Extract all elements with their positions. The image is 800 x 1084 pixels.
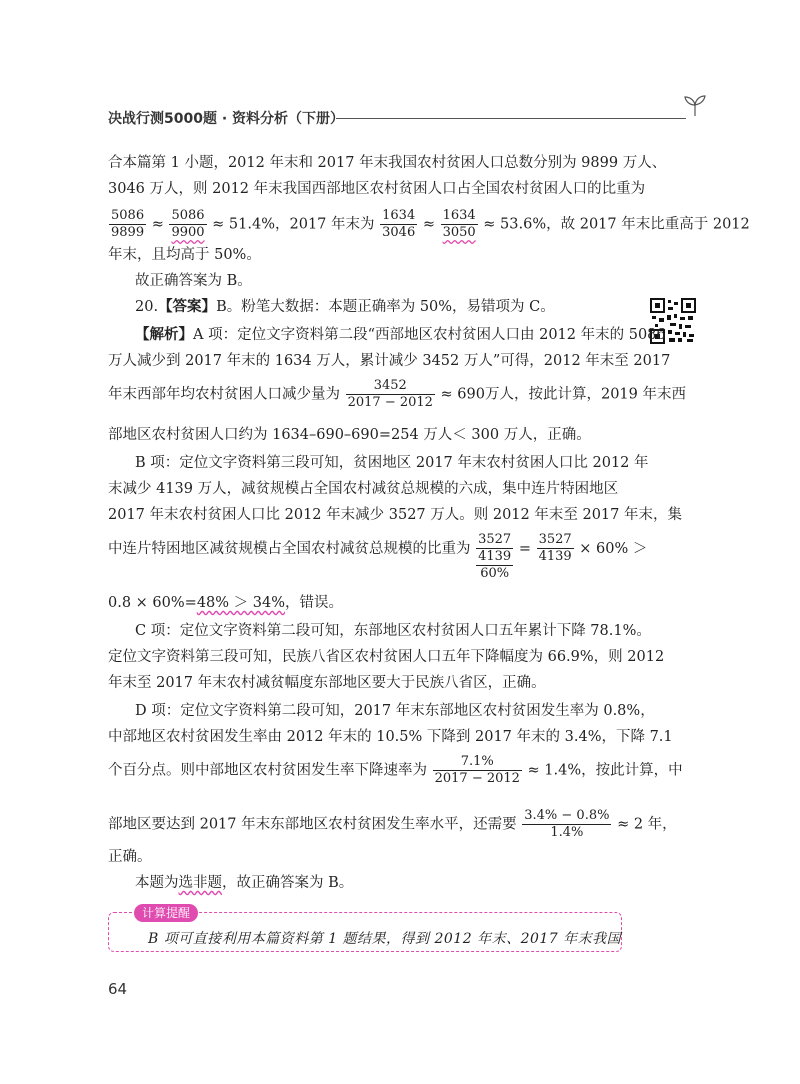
text-line: 年末，且均高于 50%。	[108, 247, 261, 263]
fraction: $\frac{1634}{3050}$	[442, 208, 476, 240]
book-title: 决战行测5000题 · 资料分析（下册）	[108, 111, 345, 127]
page-number: 64	[108, 980, 128, 998]
fraction: $\frac{3527}{4139}$	[538, 532, 572, 564]
text-line: 故正确答案为 B。	[135, 273, 252, 289]
text-line: 3046 万人，则 2012 年末我国西部地区农村贫困人口占全国农村贫困人口的比重为	[108, 181, 646, 197]
page-header	[108, 104, 708, 134]
formula-line: 部地区要达到 2017 年末东部地区农村贫困发生率水平，还需要 $\frac{3.4\% - 0.8\%}{1.4\%}$ ≈ 2 年，	[108, 808, 677, 840]
text-line: 2017 年末农村贫困人口比 2012 年末减少 3527 万人。则 2012 年末至 2017 年末，集	[108, 507, 682, 523]
fraction: $\frac{1634}{3046}$	[382, 208, 416, 240]
formula-line: $\frac{5086}{9899}$ ≈ $\frac{5086}{9900}$ ≈ 51.4%，2017 年末为 $\frac{1634}{3046}$ ≈ $\frac{1634}{3050}$ ≈ 53.6%，故 2017 年末比重高于 2012	[111, 208, 750, 240]
text-line: 万人减少到 2017 年末的 1634 万人，累计减少 3452 万人”可得，2012 年末至 2017	[108, 353, 671, 369]
header-rule	[336, 118, 686, 119]
text-line: 0.8 × 60%=48% ＞ 34%，错误。	[108, 595, 343, 611]
text-line: 合本篇第 1 小题，2012 年末和 2017 年末我国农村贫困人口总数分别为 9899 万人、	[108, 155, 667, 171]
text-line: 中部地区农村贫困发生率由 2012 年末的 10.5% 下降到 2017 年末的 3.4%，下降 7.1	[108, 729, 673, 745]
text-line: 定位文字资料第三段可知，民族八省区农村贫困人口五年下降幅度为 66.9%，则 2012	[108, 649, 665, 665]
sprout-icon	[682, 94, 708, 118]
fraction: $\frac{5086}{9899}$	[111, 208, 145, 240]
formula-line: 中连片特困地区减贫规模占全国农村减贫总规模的比重为 3527 4139 60% = $\frac{3527}{4139}$ × 60% ＞	[108, 532, 648, 581]
text-line: 正确。	[108, 849, 152, 865]
text-line: B 项：定位文字资料第三段可知，贫困地区 2017 年末农村贫困人口比 2012 年	[135, 455, 649, 471]
text-line: 年末至 2017 年末农村减贫幅度东部地区要大于民族八省区，正确。	[108, 675, 546, 691]
tip-text: B 项可直接利用本篇资料第 1 题结果，得到 2012 年末、2017 年末我国	[148, 931, 622, 947]
text-line: 末减少 4139 万人，减贫规模占全国农村减贫总规模的六成，集中连片特困地区	[108, 481, 619, 497]
compound-fraction: 3527 4139 60%	[478, 532, 512, 581]
answer-line: 20.【答案】B。粉笔大数据：本题正确率为 50%，易错项为 C。	[135, 299, 555, 315]
analysis-line: 【解析】A 项：定位文字资料第二段“西部地区农村贫困人口由 2012 年末的 5086	[135, 327, 666, 343]
text-line: 部地区农村贫困人口约为 1634–690–690=254 万人＜ 300 万人，正确。	[108, 427, 591, 443]
fraction: $\frac{7.1\%}{2017 - 2012}$	[434, 754, 520, 786]
tip-badge: 计算提醒	[134, 904, 198, 922]
fraction: $\frac{3.4\% - 0.8\%}{1.4\%}$	[524, 808, 610, 840]
text-line: C 项：定位文字资料第二段可知，东部地区农村贫困人口五年累计下降 78.1%。	[135, 623, 651, 639]
text-line: D 项：定位文字资料第二段可知，2017 年末东部地区农村贫困发生率为 0.8%，	[135, 703, 655, 719]
fraction: $\frac{5086}{9900}$	[171, 208, 205, 240]
text-line: 本题为选非题，故正确答案为 B。	[135, 875, 354, 891]
formula-line: 年末西部年均农村贫困人口减少量为 $\frac{3452}{2017 - 2012}$ ≈ 690万人，按此计算，2019 年末西	[108, 378, 686, 410]
fraction: $\frac{3452}{2017 - 2012}$	[347, 378, 433, 410]
formula-line: 个百分点。则中部地区农村贫困发生率下降速率为 $\frac{7.1\%}{2017 - 2012}$ ≈ 1.4%，按此计算，中	[108, 754, 683, 786]
